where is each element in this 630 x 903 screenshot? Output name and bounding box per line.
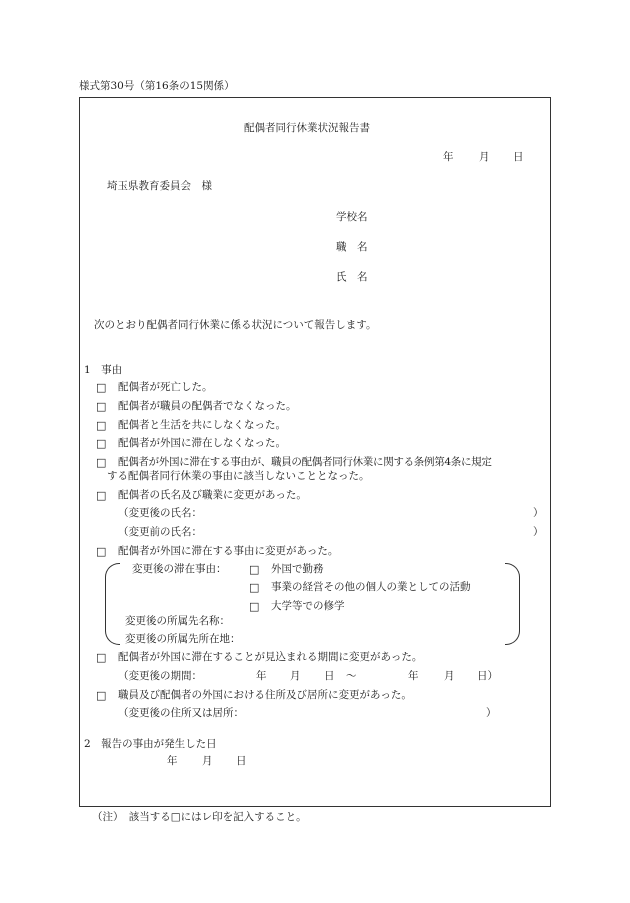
reason-item-3: 配偶者と生活を共にしなくなった。	[118, 419, 286, 431]
affiliation-location-label: 変更後の所属先所在地：	[125, 633, 241, 645]
stay-change-item: 配偶者が外国に滞在する事由に変更があった。	[118, 545, 339, 557]
checkbox-2[interactable]: □	[96, 400, 107, 413]
period-start-month: 月	[290, 670, 301, 682]
checkbox-7[interactable]: □	[96, 545, 107, 558]
name-after-label: （変更後の氏名：	[118, 507, 202, 519]
period-tilde: ～	[346, 670, 357, 682]
stay-reason-label: 変更後の滞在事由：	[132, 563, 227, 575]
date-year: 年	[443, 151, 454, 163]
stay-option-checkbox-3[interactable]: □	[249, 600, 260, 613]
name-before-label: （変更前の氏名：	[118, 526, 202, 538]
period-end-month: 月	[444, 670, 455, 682]
right-brace	[505, 563, 520, 645]
name-label: 氏 名	[336, 271, 368, 283]
checkbox-3[interactable]: □	[96, 419, 107, 432]
form-title: 配偶者同行休業状況報告書	[244, 122, 370, 134]
period-change-item: 配偶者が外国に滞在することが見込まれる期間に変更があった。	[118, 651, 423, 663]
reason-item-1: 配偶者が死亡した。	[118, 381, 213, 393]
reason-item-2: 配偶者が職員の配偶者でなくなった。	[118, 400, 297, 412]
school-name-label: 学校名	[336, 211, 368, 223]
checkbox-4[interactable]: □	[96, 437, 107, 450]
name-after-close: ）	[533, 507, 544, 519]
checkbox-5[interactable]: □	[96, 456, 107, 469]
stay-option-checkbox-1[interactable]: □	[249, 563, 260, 576]
name-before-close: ）	[533, 526, 544, 538]
reason-item-6: 配偶者の氏名及び職業に変更があった。	[118, 489, 307, 501]
address-change-item: 職員及び配偶者の外国における住所及び居所に変更があった。	[118, 689, 412, 701]
left-brace	[105, 563, 120, 645]
stay-option-1: 外国で勤務	[271, 563, 324, 575]
footnote: （注） 該当する□にはレ印を記入すること。	[92, 811, 307, 823]
stay-option-checkbox-2[interactable]: □	[249, 581, 260, 594]
checkbox-9[interactable]: □	[96, 689, 107, 702]
date-month: 月	[479, 151, 490, 163]
section2-day: 日	[236, 755, 247, 767]
period-start-day: 日	[324, 670, 335, 682]
period-label: （変更後の期間：	[118, 670, 202, 682]
addressee: 埼玉県教育委員会 様	[107, 180, 212, 192]
address-close: ）	[486, 707, 497, 719]
period-start-year: 年	[256, 670, 267, 682]
stay-option-2: 事業の経営その他の個人の業としての活動	[271, 581, 471, 593]
reason-item-5-cont: する配偶者同行休業の事由に該当しないこととなった。	[107, 470, 370, 482]
form-number: 様式第30号（第16条の15関係）	[79, 80, 235, 92]
affiliation-name-label: 変更後の所属先名称：	[125, 615, 230, 627]
intro-text: 次のとおり配偶者同行休業に係る状況について報告します。	[94, 319, 377, 331]
checkbox-8[interactable]: □	[96, 651, 107, 664]
period-end-year: 年	[408, 670, 419, 682]
address-label: （変更後の住所又は居所：	[118, 707, 244, 719]
section1-heading: 1 事由	[84, 364, 123, 376]
checkbox-6[interactable]: □	[96, 489, 107, 502]
section2-heading: 2 報告の事由が発生した日	[84, 738, 217, 750]
reason-item-4: 配偶者が外国に滞在しなくなった。	[118, 437, 286, 449]
reason-item-5: 配偶者が外国に滞在する事由が、職員の配偶者同行休業に関する条例第4条に規定	[118, 456, 492, 468]
section2-year: 年	[167, 755, 178, 767]
section2-month: 月	[202, 755, 213, 767]
position-label: 職 名	[336, 241, 368, 253]
checkbox-1[interactable]: □	[96, 381, 107, 394]
stay-option-3: 大学等での修学	[271, 600, 345, 612]
date-day: 日	[513, 151, 524, 163]
period-end-day: 日）	[477, 670, 498, 682]
